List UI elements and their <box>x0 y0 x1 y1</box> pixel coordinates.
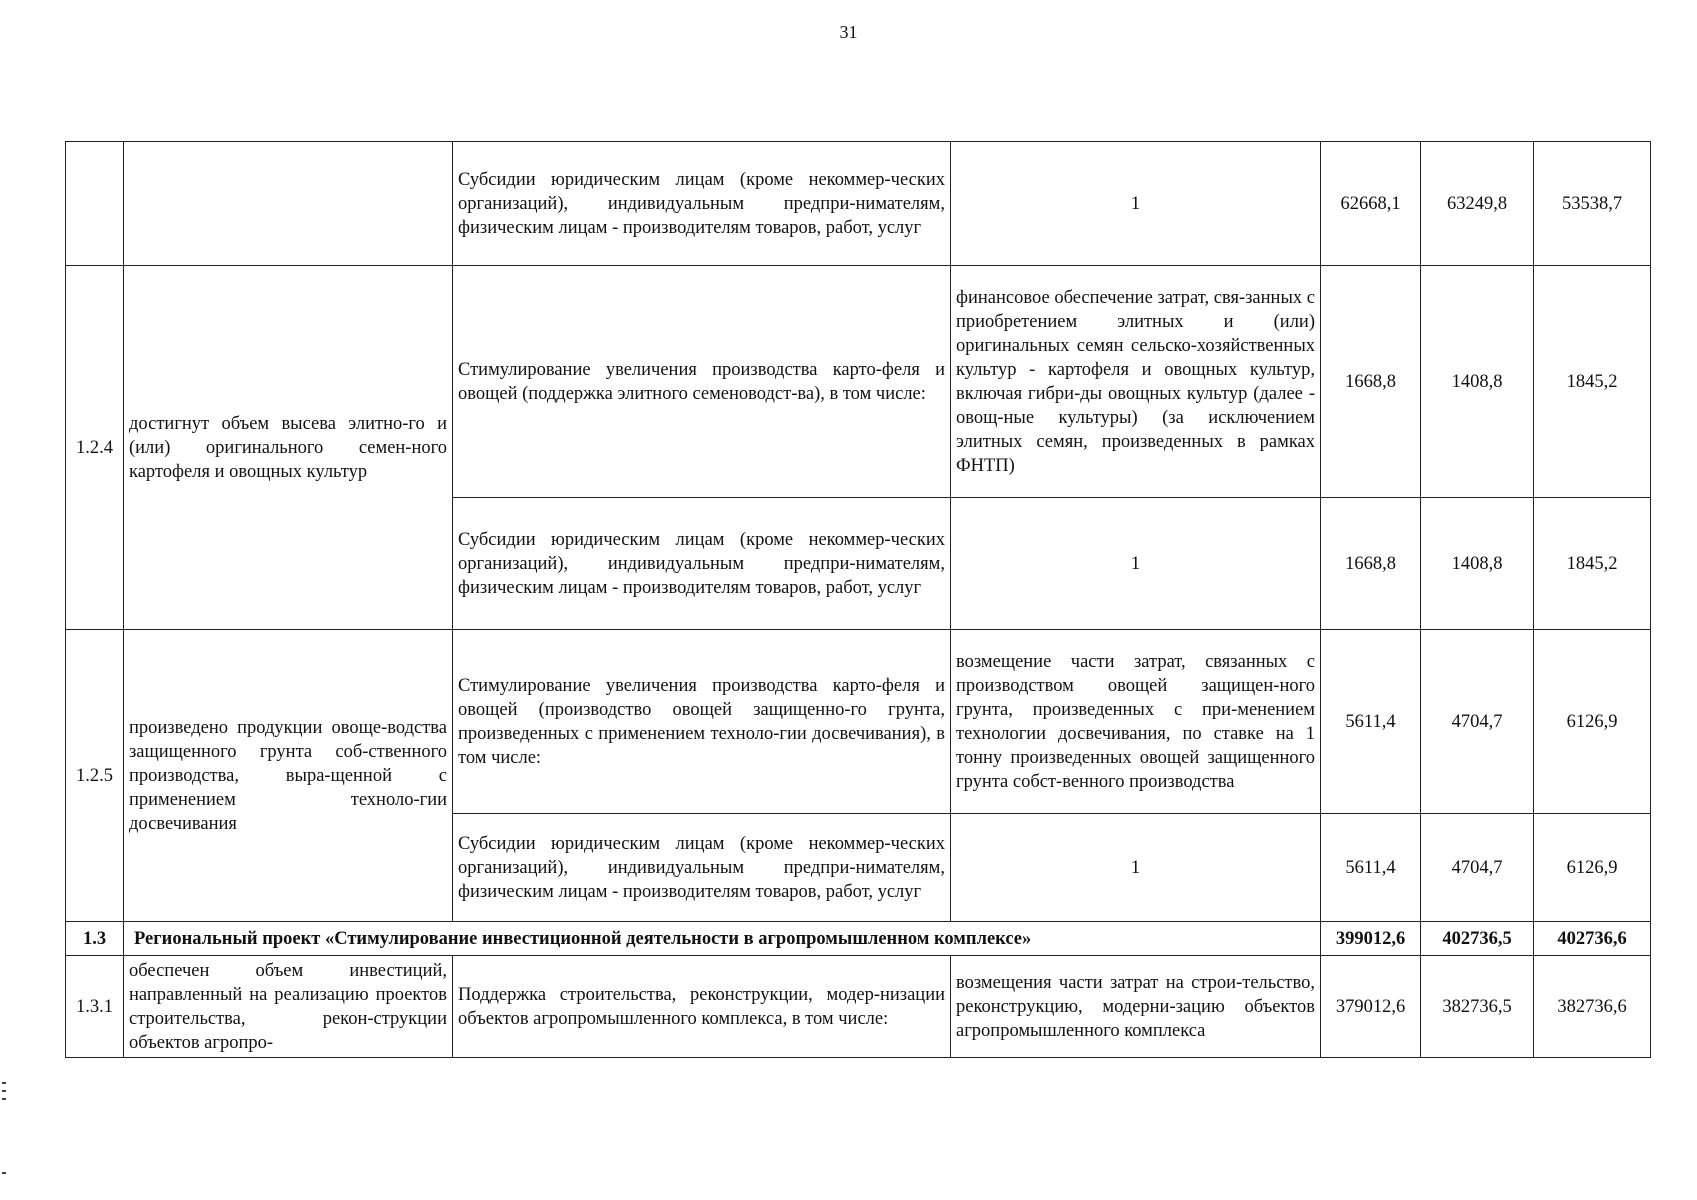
value-year3: 402736,6 <box>1534 922 1651 956</box>
value-year2: 1408,8 <box>1421 498 1534 630</box>
row-code: 1.2.5 <box>66 630 124 922</box>
result-cell: обеспечен объем инвестиций, направленный на реализацию проектов строительства, рекон-струкции объектов агропро- <box>124 956 453 1058</box>
value-year2: 382736,5 <box>1421 956 1534 1058</box>
result-cell: произведено продукции овоще-водства защищенного грунта соб-ственного производства, выра-щенной с применением техноло-гии досвечивания <box>124 630 453 922</box>
value-year1: 5611,4 <box>1321 630 1421 814</box>
purpose-cell: финансовое обеспечение затрат, свя-занных с приобретением элитных и (или) оригинальных семян сельско-хозяйственных культур - картофеля и овощных культур, включая гибри-ды овощных культур (далее - овощ-ные культуры) (за исключением элитных семян, произведенных в рамках ФНТП) <box>951 266 1321 498</box>
table-row <box>66 956 1651 1058</box>
value-year3: 382736,6 <box>1534 956 1651 1058</box>
table-row <box>66 922 1651 956</box>
scan-mark <box>2 1172 6 1174</box>
value-year1: 1668,8 <box>1321 498 1421 630</box>
item-cell: Стимулирование увеличения производства карто-феля и овощей (производство овощей защищенно-го грунта, произведенных с применением техноло-гии досвечивания), в том числе: <box>453 630 951 814</box>
purpose-cell: 1 <box>951 814 1321 922</box>
value-year1: 379012,6 <box>1321 956 1421 1058</box>
value-year3: 1845,2 <box>1534 266 1651 498</box>
item-cell: Субсидии юридическим лицам (кроме некоммер-ческих организаций), индивидуальным предпри-нимателям, физическим лицам - производителям товаров, работ, услуг <box>453 814 951 922</box>
value-year2: 63249,8 <box>1421 142 1534 266</box>
table-row <box>66 630 1651 814</box>
value-year1: 399012,6 <box>1321 922 1421 956</box>
scan-mark <box>2 1090 6 1092</box>
item-cell: Поддержка строительства, реконструкции, модер-низации объектов агропромышленного комплекса, в том числе: <box>453 956 951 1058</box>
scan-mark <box>2 1098 6 1100</box>
value-year2: 1408,8 <box>1421 266 1534 498</box>
purpose-cell: 1 <box>951 142 1321 266</box>
purpose-cell: возмещения части затрат на строи-тельство, реконструкцию, модерни-зацию объектов агропромышленного комплекса <box>951 956 1321 1058</box>
scan-mark <box>2 1082 6 1084</box>
value-year3: 53538,7 <box>1534 142 1651 266</box>
value-year1: 1668,8 <box>1321 266 1421 498</box>
item-cell: Субсидии юридическим лицам (кроме некоммер-ческих организаций), индивидуальным предпри-нимателям, физическим лицам - производителям товаров, работ, услуг <box>453 142 951 266</box>
item-cell: Субсидии юридическим лицам (кроме некоммер-ческих организаций), индивидуальным предпри-нимателям, физическим лицам - производителям товаров, работ, услуг <box>453 498 951 630</box>
purpose-cell: возмещение части затрат, связанных с производством овощей защищен-ного грунта, произведенных с при-менением технологии досвечивания, по ставке на 1 тонну произведенных овощей защищенного грунта собст-венного производства <box>951 630 1321 814</box>
row-code: 1.3 <box>66 922 124 956</box>
purpose-cell: 1 <box>951 498 1321 630</box>
item-cell: Стимулирование увеличения производства карто-феля и овощей (поддержка элитного семеноводст-ва), в том числе: <box>453 266 951 498</box>
row-code: 1.3.1 <box>66 956 124 1058</box>
table-row <box>66 266 1651 498</box>
result-cell: достигнут объем высева элитно-го и (или) оригинального семен-ного картофеля и овощных культур <box>124 266 453 630</box>
table-row <box>66 142 1651 266</box>
row-code <box>66 142 124 266</box>
value-year1: 5611,4 <box>1321 814 1421 922</box>
value-year3: 6126,9 <box>1534 814 1651 922</box>
value-year3: 6126,9 <box>1534 630 1651 814</box>
section-title: Региональный проект «Стимулирование инвестиционной деятельности в агропромышленном комплексе» <box>124 922 1321 956</box>
budget-table <box>65 141 1651 1058</box>
value-year2: 402736,5 <box>1421 922 1534 956</box>
value-year3: 1845,2 <box>1534 498 1651 630</box>
value-year1: 62668,1 <box>1321 142 1421 266</box>
value-year2: 4704,7 <box>1421 630 1534 814</box>
row-code: 1.2.4 <box>66 266 124 630</box>
value-year2: 4704,7 <box>1421 814 1534 922</box>
page-number: 31 <box>839 22 858 42</box>
result-cell <box>124 142 453 266</box>
